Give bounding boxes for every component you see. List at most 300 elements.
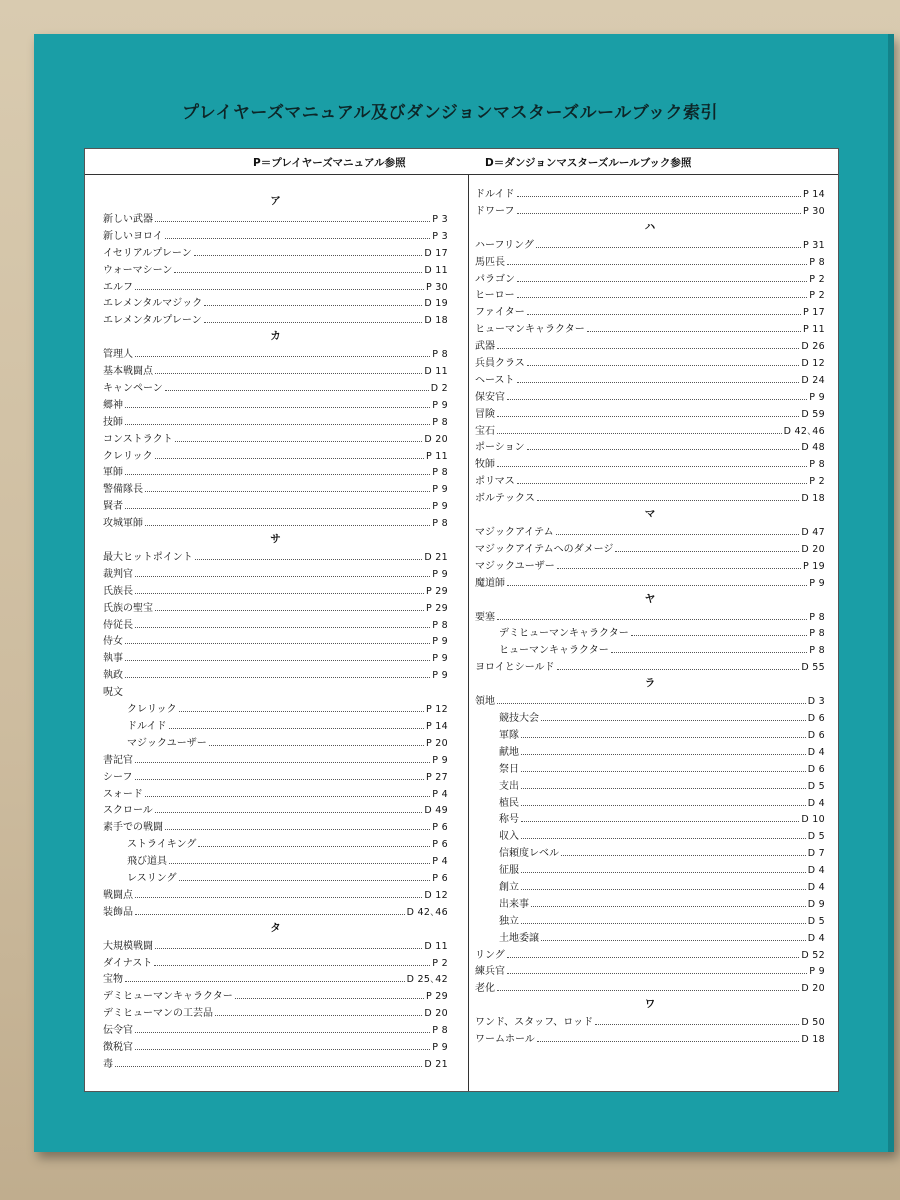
page-reference: P 4	[432, 788, 448, 800]
dot-leader	[165, 390, 429, 391]
entry-term: 兵員クラス	[475, 358, 525, 370]
dot-leader	[125, 508, 430, 509]
index-entry	[103, 666, 448, 683]
page-reference: D 11	[424, 366, 448, 378]
dot-leader	[521, 889, 806, 890]
page-reference: D 48	[801, 442, 825, 454]
dot-leader	[517, 382, 800, 383]
index-entry	[475, 540, 825, 557]
index-entry	[475, 202, 825, 219]
entry-term: ハーフリング	[475, 239, 534, 251]
dot-leader	[125, 660, 430, 661]
entry-term: ヒューマンキャラクター	[475, 324, 585, 336]
entry-term: クレリック	[127, 704, 177, 716]
page-reference: P 6	[432, 822, 448, 834]
entry-term: 警備隊長	[103, 484, 143, 496]
page-reference: D 20	[801, 983, 825, 995]
index-entry	[103, 801, 448, 818]
entry-term: スォード	[103, 788, 143, 800]
dot-leader	[615, 551, 799, 552]
dot-leader	[135, 576, 430, 577]
entry-term: 書記官	[103, 754, 133, 766]
dot-leader	[517, 483, 807, 484]
index-entry	[103, 311, 448, 328]
index-entry	[103, 751, 448, 768]
dot-leader	[497, 433, 782, 434]
entry-term: 氏族の聖宝	[103, 602, 153, 614]
entry-term: 祭日	[499, 763, 519, 775]
dot-leader	[587, 331, 801, 332]
page-reference: P 9	[432, 484, 448, 496]
page-reference: P 29	[425, 602, 448, 614]
dot-leader	[235, 998, 424, 999]
page-reference: P 8	[432, 467, 448, 479]
dot-leader	[145, 796, 430, 797]
page-reference: P 6	[432, 839, 448, 851]
page-reference: P 8	[432, 619, 448, 631]
entry-term: スクロール	[103, 805, 153, 817]
index-entry	[103, 785, 448, 802]
index-entry	[475, 236, 825, 253]
index-subentry	[103, 869, 448, 886]
entry-term: 宝物	[103, 974, 123, 986]
page-reference: P 8	[432, 349, 448, 361]
page-reference: D 7	[807, 848, 825, 860]
section-heading: ア	[270, 195, 281, 207]
page-reference: D 20	[801, 543, 825, 555]
page-reference: P 27	[425, 771, 448, 783]
dot-leader	[135, 779, 424, 780]
index-entry	[103, 480, 448, 497]
index-entry	[475, 422, 825, 439]
page-reference: P 8	[809, 459, 825, 471]
index-entry	[103, 565, 448, 582]
entry-term: ポリマス	[475, 476, 515, 488]
page-reference: D 17	[424, 247, 448, 259]
page-reference: P 9	[432, 670, 448, 682]
entry-term: 基本戦闘点	[103, 366, 153, 378]
dot-leader	[527, 449, 800, 450]
page-reference: D 49	[424, 805, 448, 817]
index-entry	[475, 320, 825, 337]
dot-leader	[595, 1024, 799, 1025]
column-divider	[468, 174, 469, 1091]
index-entry	[475, 253, 825, 270]
page-reference: D 18	[801, 1034, 825, 1046]
index-subentry	[103, 717, 448, 734]
dot-leader	[125, 643, 430, 644]
entry-term: 信頼度レベル	[499, 848, 559, 860]
entry-term: ボルテックス	[475, 493, 535, 505]
dot-leader	[521, 788, 806, 789]
entry-term: 飛び道具	[127, 856, 167, 868]
page-reference: D 12	[424, 889, 448, 901]
page-reference: D 42､46	[783, 425, 825, 437]
section-heading: ハ	[644, 220, 656, 233]
index-subentry	[103, 852, 448, 869]
dot-leader	[125, 424, 430, 425]
index-entry	[475, 962, 825, 979]
index-entry	[475, 557, 825, 574]
index-entry	[475, 608, 825, 625]
entry-term: シーフ	[103, 771, 133, 783]
page-reference: D 4	[807, 881, 825, 893]
entry-term: ワームホール	[475, 1034, 535, 1046]
entry-term: 出来事	[499, 898, 529, 910]
page-reference: D 2	[430, 383, 448, 395]
index-entry	[103, 227, 448, 244]
dot-leader	[507, 957, 800, 958]
index-entry	[103, 294, 448, 311]
index-entry	[475, 692, 825, 709]
entry-term: ウォーマシーン	[103, 264, 173, 276]
entry-term: イセリアルプレーン	[103, 247, 192, 259]
index-entry	[103, 582, 448, 599]
index-subentry	[475, 810, 825, 827]
dot-leader	[155, 812, 423, 813]
index-entry	[475, 371, 825, 388]
dot-leader	[521, 737, 806, 738]
dot-leader	[125, 981, 405, 982]
dot-leader	[497, 703, 806, 704]
dot-leader	[155, 948, 422, 949]
entry-term: 支出	[499, 780, 519, 792]
entry-term: 氏族長	[103, 585, 133, 597]
dot-leader	[497, 348, 799, 349]
entry-term: 素手での戦闘	[103, 822, 163, 834]
entry-term: リング	[475, 949, 505, 961]
index-title: プレイヤーズマニュアル及びダンジョンマスターズルールブック索引	[181, 103, 719, 123]
dot-leader	[521, 754, 806, 755]
index-entry	[475, 185, 825, 202]
index-entry	[475, 574, 825, 591]
dot-leader	[165, 238, 431, 239]
entry-term: 侍女	[103, 636, 123, 648]
entry-term: 新しい武器	[103, 214, 153, 225]
entry-term: 収入	[499, 831, 519, 843]
dot-leader	[497, 466, 807, 467]
section-heading: カ	[270, 330, 281, 343]
entry-term: クレリック	[103, 450, 153, 462]
index-subentry	[475, 624, 825, 641]
page-reference: D 18	[801, 493, 825, 505]
index-entry	[475, 337, 825, 354]
index-entry	[103, 548, 448, 565]
dot-leader	[135, 289, 424, 290]
dot-leader	[517, 297, 808, 298]
entry-term: デミヒューマンキャラクター	[103, 991, 233, 1003]
entry-term: ファイター	[475, 307, 525, 319]
dot-leader	[541, 940, 806, 941]
index-subentry	[475, 878, 825, 895]
index-entry	[475, 438, 825, 455]
page-reference: P 2	[809, 273, 825, 285]
entry-term: マジックユーザー	[475, 560, 555, 572]
entry-term: ドルイド	[127, 720, 167, 732]
entry-term: ドワーフ	[475, 205, 515, 217]
page-reference: P 19	[802, 560, 825, 572]
dot-leader	[521, 838, 806, 839]
page-reference: P 6	[432, 872, 448, 884]
entry-term: 領地	[475, 696, 495, 708]
dot-leader	[521, 805, 806, 806]
index-entry	[103, 396, 448, 413]
index-entry	[475, 354, 825, 371]
dot-leader	[611, 652, 807, 653]
index-entry	[475, 946, 825, 963]
entry-term: 技師	[103, 416, 123, 428]
index-subentry	[475, 726, 825, 743]
index-entry	[103, 616, 448, 633]
page-reference: P 9	[432, 399, 448, 411]
page-reference: P 2	[809, 290, 825, 302]
entry-term: ダイナスト	[103, 957, 153, 969]
page-reference: P 8	[432, 518, 448, 530]
legend-bar	[85, 149, 838, 175]
index-entry	[475, 303, 825, 320]
page-reference: P 17	[802, 307, 825, 319]
page-reference: D 42､46	[406, 906, 448, 918]
legend-d: D＝ダンジョンマスターズルールブック参照	[485, 157, 692, 169]
index-subentry	[475, 760, 825, 777]
page-reference: P 31	[802, 239, 825, 251]
page-reference: P 9	[809, 577, 825, 589]
dot-leader	[215, 1015, 422, 1016]
index-entry	[103, 1055, 448, 1072]
page-reference: P 30	[802, 205, 825, 217]
page-reference: D 10	[801, 814, 825, 826]
index-entry	[103, 903, 448, 920]
index-entry	[475, 1030, 825, 1047]
page-reference: D 20	[424, 433, 448, 445]
page-reference: D 24	[801, 374, 825, 386]
index-entry	[103, 210, 448, 227]
index-entry	[103, 362, 448, 379]
entry-term: 武器	[475, 341, 495, 353]
dot-leader	[145, 525, 430, 526]
section-heading: マ	[644, 508, 656, 521]
page-reference: P 8	[809, 611, 825, 623]
index-subentry	[475, 844, 825, 861]
dot-leader	[507, 399, 807, 400]
entry-term: 攻城軍師	[103, 518, 143, 530]
page-reference: P 8	[809, 256, 825, 268]
entry-term: 伝令官	[103, 1025, 133, 1037]
page-reference: D 4	[807, 797, 825, 809]
entry-term: コンストラクト	[103, 433, 173, 445]
page-reference: D 19	[424, 298, 448, 310]
index-entry	[475, 523, 825, 540]
page-reference: D 11	[424, 264, 448, 276]
section-heading: ラ	[644, 677, 656, 690]
index-entry	[103, 1004, 448, 1021]
index-entry	[475, 489, 825, 506]
page-reference: P 29	[425, 585, 448, 597]
page-reference: D 5	[807, 831, 825, 843]
index-subentry	[475, 912, 825, 929]
dot-leader	[497, 990, 799, 991]
entry-term: 侍従長	[103, 619, 133, 631]
page-reference: P 29	[425, 991, 448, 1003]
entry-term: エレメンタルマジック	[103, 298, 203, 310]
index-entry	[103, 1021, 448, 1038]
dot-leader	[537, 1041, 800, 1042]
entry-term: 植民	[499, 797, 519, 809]
entry-term: 練兵官	[475, 966, 505, 978]
index-subentry	[475, 709, 825, 726]
page-reference: D 5	[807, 780, 825, 792]
entry-term: 徴税官	[103, 1041, 133, 1053]
page-reference: P 2	[809, 476, 825, 488]
page-reference: D 50	[801, 1017, 825, 1029]
entry-term: 冒険	[475, 408, 495, 420]
entry-term: 軍隊	[499, 729, 519, 741]
page-reference: D 11	[424, 940, 448, 952]
dot-leader	[169, 728, 424, 729]
entry-term: ヒューマンキャラクター	[499, 645, 609, 657]
legend-p: P＝プレイヤーズマニュアル参照	[253, 157, 406, 169]
index-entry	[103, 379, 448, 396]
dot-leader	[517, 281, 807, 282]
page-reference: P 4	[432, 856, 448, 868]
dot-leader	[497, 619, 807, 620]
dot-leader	[125, 677, 430, 678]
dot-leader	[497, 416, 799, 417]
entry-term: 競技大会	[499, 713, 539, 725]
section-heading: ヤ	[644, 592, 656, 605]
page-reference: D 12	[801, 358, 825, 370]
entry-term: レスリング	[127, 872, 177, 884]
index-entry	[475, 1013, 825, 1030]
entry-term: パラゴン	[475, 273, 515, 285]
entry-term: キャンペーン	[103, 383, 163, 395]
entry-term: 牧師	[475, 459, 495, 471]
entry-term: 管理人	[103, 349, 133, 361]
index-entry	[103, 987, 448, 1004]
entry-term: マジックアイテムへのダメージ	[475, 543, 614, 555]
page-reference: P 8	[432, 416, 448, 428]
page-reference: P 3	[432, 230, 448, 242]
dot-leader	[631, 635, 807, 636]
entry-term: 郷神	[103, 399, 123, 411]
page-reference: P 9	[432, 1041, 448, 1053]
entry-term: ヘースト	[475, 374, 515, 386]
dot-leader	[531, 906, 806, 907]
entry-term: 呪文	[103, 687, 123, 699]
page-reference: D 47	[801, 527, 825, 539]
page-reference: D 4	[807, 932, 825, 944]
dot-leader	[507, 585, 807, 586]
entry-term: マジックユーザー	[127, 737, 207, 749]
page-reference: D 9	[807, 898, 825, 910]
page-reference: P 12	[425, 704, 448, 716]
index-entry	[475, 388, 825, 405]
index-entry	[103, 768, 448, 785]
page-reference: P 8	[809, 645, 825, 657]
index-entry	[475, 286, 825, 303]
index-entry	[103, 447, 448, 464]
entry-term: ヒーロー	[475, 290, 515, 302]
dot-leader	[169, 863, 430, 864]
index-entry	[103, 818, 448, 835]
entry-term: 毒	[103, 1058, 113, 1070]
index-entry	[103, 278, 448, 295]
page-reference: D 52	[801, 949, 825, 961]
dot-leader	[521, 923, 806, 924]
entry-term: 新しいヨロイ	[103, 230, 163, 242]
index-entry	[103, 970, 448, 987]
dot-leader	[507, 973, 807, 974]
entry-term: マジックアイテム	[475, 527, 554, 539]
index-subentry	[103, 835, 448, 852]
page-reference: P 14	[802, 189, 825, 200]
page-reference: P 2	[432, 957, 448, 969]
dot-leader	[135, 1032, 430, 1033]
dot-leader	[174, 272, 422, 273]
dot-leader	[521, 872, 806, 873]
entry-term: 要塞	[475, 611, 495, 623]
section-heading: ワ	[644, 998, 656, 1011]
dot-leader	[155, 610, 424, 611]
index-entry	[103, 345, 448, 362]
index-entry	[103, 632, 448, 649]
right-index-column	[475, 185, 825, 1047]
dot-leader	[115, 1066, 422, 1067]
dot-leader	[557, 568, 801, 569]
page-reference: P 9	[432, 653, 448, 665]
dot-leader	[135, 1049, 430, 1050]
entry-term: デミヒューマンキャラクター	[499, 628, 629, 640]
page-reference: D 3	[807, 696, 825, 708]
page-reference: D 5	[807, 915, 825, 927]
page-reference: P 9	[432, 636, 448, 648]
dot-leader	[154, 965, 430, 966]
page-reference: P 9	[809, 966, 825, 978]
page-reference: D 20	[424, 1008, 448, 1020]
page-reference: P 9	[432, 501, 448, 513]
page-reference: D 4	[807, 865, 825, 877]
entry-term: 老化	[475, 983, 495, 995]
page-reference: P 3	[432, 214, 448, 225]
entry-term: 馬匹長	[475, 256, 505, 268]
index-entry	[103, 463, 448, 480]
dot-leader	[521, 771, 806, 772]
entry-term: エレメンタルプレーン	[103, 315, 202, 327]
dot-leader	[541, 720, 806, 721]
dot-leader	[135, 356, 430, 357]
index-entry	[103, 683, 448, 700]
entry-term: 大規模戦闘	[103, 940, 153, 952]
entry-term: 創立	[499, 881, 519, 893]
index-subentry	[475, 827, 825, 844]
entry-term: ワンド、スタッフ、ロッド	[475, 1017, 594, 1029]
entry-term: ヨロイとシールド	[475, 662, 555, 674]
index-entry	[103, 497, 448, 514]
dot-leader	[204, 322, 423, 323]
dot-leader	[209, 745, 424, 746]
dot-leader	[135, 762, 430, 763]
dot-leader	[155, 221, 430, 222]
index-entry	[103, 599, 448, 616]
dot-leader	[175, 441, 423, 442]
index-entry	[103, 937, 448, 954]
dot-leader	[194, 255, 423, 256]
dot-leader	[527, 365, 800, 366]
entry-term: 保安官	[475, 391, 505, 403]
dot-leader	[556, 534, 800, 535]
entry-term: 執事	[103, 653, 123, 665]
index-subentry	[475, 794, 825, 811]
